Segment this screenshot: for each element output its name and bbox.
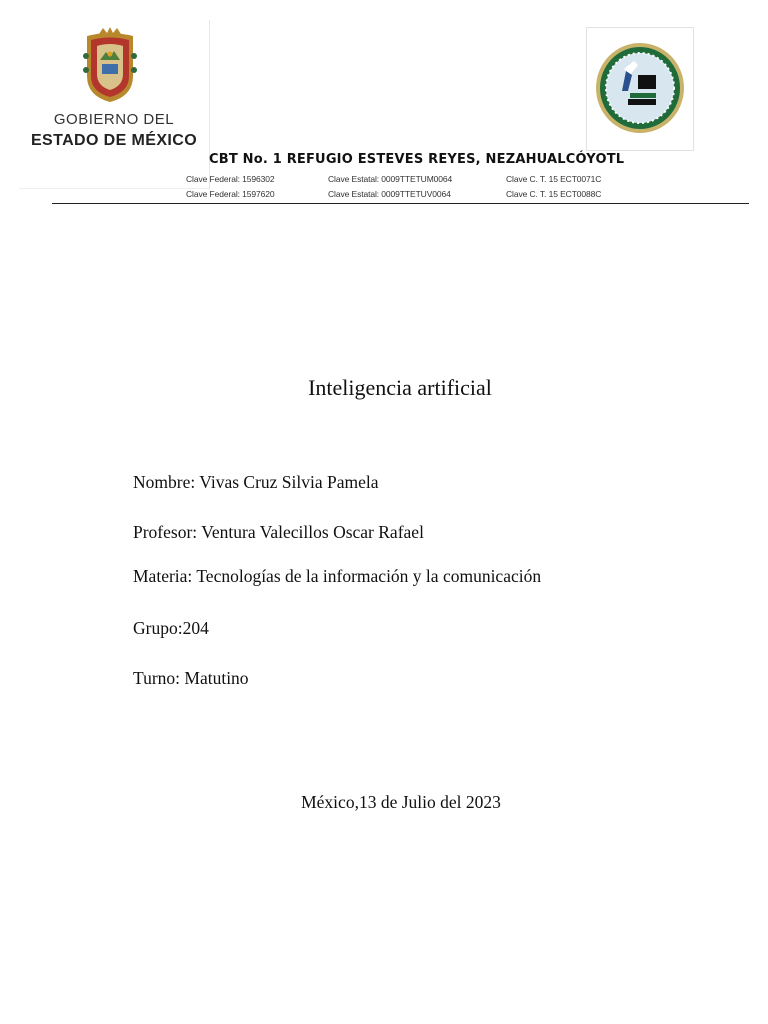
field-nombre: Nombre: Vivas Cruz Silvia Pamela [133, 472, 379, 492]
government-name-line1: GOBIERNO DEL [53, 111, 175, 128]
school-emblem-icon [594, 41, 686, 135]
clave-ct-2: Clave C. T. 15 ECT0088C [506, 189, 602, 199]
header-divider [52, 203, 749, 204]
field-profesor: Profesor: Ventura Valecillos Oscar Rafael [133, 522, 424, 542]
government-letterhead [19, 20, 210, 189]
coat-of-arms-icon [81, 26, 139, 104]
field-turno: Turno: Matutino [133, 668, 249, 688]
field-grupo: Grupo:204 [133, 618, 209, 638]
clave-estatal-1: Clave Estatal: 0009TTETUM0064 [328, 174, 453, 184]
clave-federal-2: Clave Federal: 1597620 [186, 189, 275, 199]
clave-ct-1: Clave C. T. 15 ECT0071C [506, 174, 602, 184]
clave-estatal-2: Clave Estatal: 0009TTETUV0064 [328, 189, 451, 199]
government-name-line2: ESTADO DE MÉXICO [30, 132, 198, 149]
field-materia: Materia: Tecnologías de la información y la comunicación [133, 566, 542, 586]
date-line: México,13 de Julio del 2023 [301, 792, 501, 812]
school-name: CBT No. 1 REFUGIO ESTEVES REYES, NEZAHUALCÓYOTL [209, 152, 625, 167]
clave-federal-1: Clave Federal: 1596302 [186, 174, 275, 184]
document-title: Inteligencia artificial [308, 375, 492, 400]
school-logo-frame [586, 27, 694, 151]
